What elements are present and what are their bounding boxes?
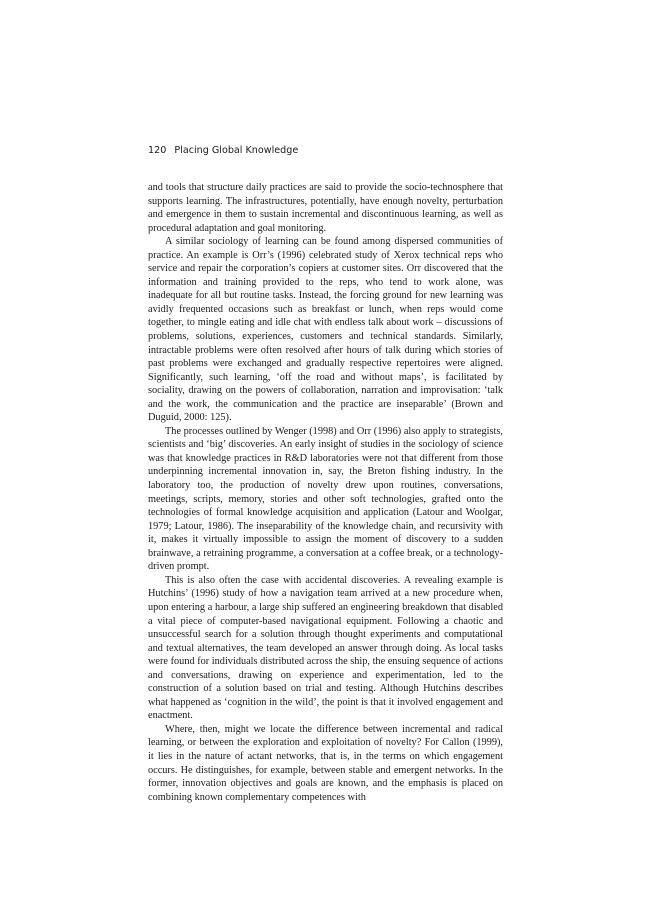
running-title: Placing Global Knowledge [174,145,299,156]
paragraph-sociology-of-science: The processes outlined by Wenger (1998) and Orr (1996) also apply to strategists, scientists and ‘big’ discoveries. An early insight of studies in the sociology of science was that knowledge practices in R&D laboratories were not that different from those underpinning incremental innovation in, say, the Breton fishing industry. In the laboratory too, the production of novelty drew upon routines, conversations, meetings, scripts, memory, stories and other soft technologies, grafted onto the technologies of formal knowledge acquisition and application (Latour and Woolgar, 1979; Latour, 1986). The inseparability of the knowledge chain, and recursivity with it, makes it virtually impossible to assign the moment of discovery to a sudden brainwave, a retraining programme, a conversation at a coffee break, or a technology-driven prompt. [148,425,503,573]
paragraph-continuation: and tools that structure daily practices are said to provide the socio-technosphere that supports learning. The infrastructures, potentially, have enough novelty, perturbation and emergence in them to sustain incremental and discontinuous learning, as well as procedural adaptation and goal monitoring. [148,182,503,234]
paragraph-hutchins-study: This is also often the case with accidental discoveries. A revealing example is Hutchins’ (1996) study of how a navigation team arrived at a new procedure when, upon entering a harbour, a large ship suffered an engineering breakdown that disabled a vital piece of computer-based navigational equipment. Following a chaotic and unsuccessful search for a solution through thought experiments and computational and textual alternatives, the team developed an answer through doing. As local tasks were found for individuals distributed across the ship, the ensuing sequence of actions and conversations, drawing on experience and experimentation, led to the construction of a solution based on trial and testing. Although Hutchins describes what happened as ‘cognition in the wild’, the point is that it involved engagement and enactment. [148,574,503,722]
page-number: 120 [148,145,167,156]
body-text [148,181,503,804]
paragraph-callon-networks: Where, then, might we locate the difference between incremental and radical learning, or between the exploration and exploitation of novelty? For Callon (1999), it lies in the nature of actant networks, that is, in the terms on which engagement occurs. He distinguishes, for example, between stable and emergent networks. In the former, innovation objectives and goals are known, and the emphasis is placed on combining known complementary competences with [148,723,503,803]
paragraph-orr-study: A similar sociology of learning can be found among dispersed communities of practice. An example is Orr’s (1996) celebrated study of Xerox technical reps who service and repair the corporation’s copiers at customer sites. Orr discovered that the information and training provided to the reps, who tend to work alone, was inadequate for all but routine tasks. Instead, the forcing ground for new learning was avidly frequented occasions such as breakfast or lunch, when reps would come together, to mingle eating and idle chat with endless talk about work – discussions of problems, solutions, experiences, customers and technical standards. Similarly, intractable problems were often resolved after hours of talk during which stories of past problems were exchanged and gradually respective repertoires were aligned. Significantly, such learning, ‘off the road and without maps’, is facilitated by sociality, drawing on the powers of collaboration, narration and improvisation: ‘talk and the work, the communication and the practice are inseparable’ (Brown and Duguid, 2000: 125). [148,236,503,424]
running-head [148,145,298,156]
